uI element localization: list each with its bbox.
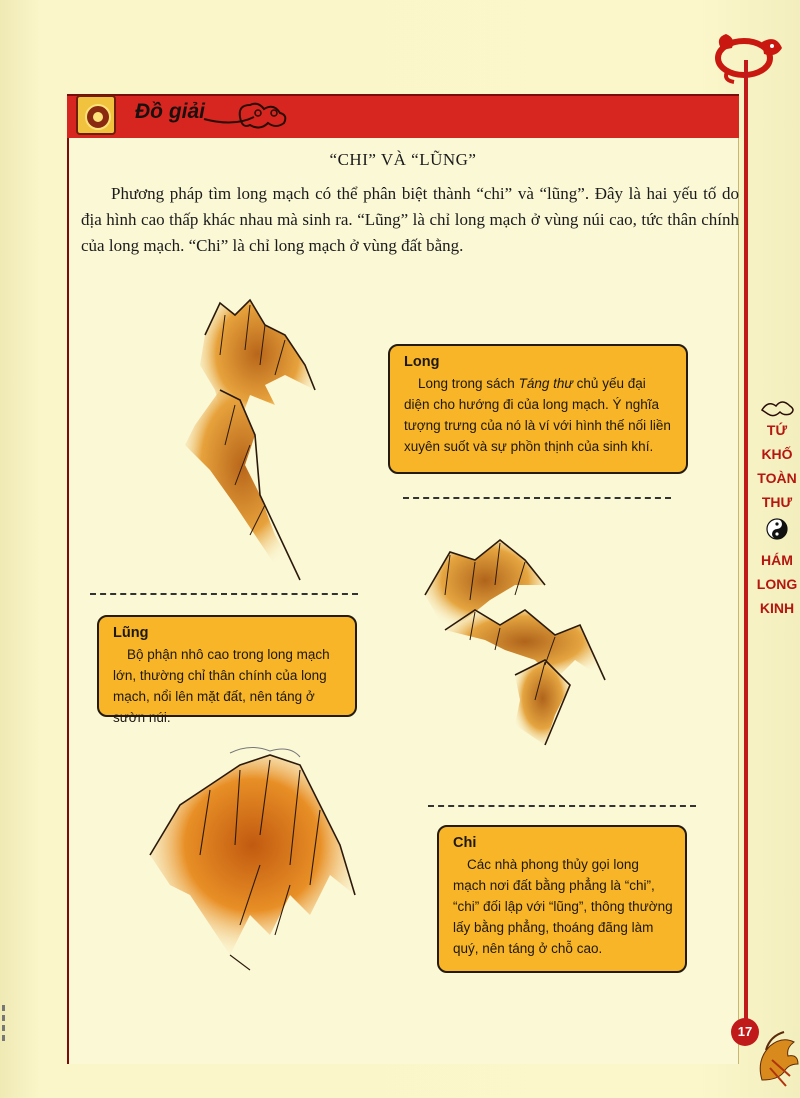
divider-dashed xyxy=(428,805,696,807)
note-long-body-end: chủ yếu đại diện cho hướng đi của long mạch. Ý nghĩa tượng trưng của nó là ví với hình thế nối liền xuyên suốt và sự phồn thịnh của sinh khí. xyxy=(404,376,671,454)
note-chi-title: Chi xyxy=(453,835,477,851)
sidebar-book-label xyxy=(754,548,800,620)
note-lung xyxy=(97,615,357,725)
sidebar-line: HÁM xyxy=(761,552,793,568)
note-long-body xyxy=(404,373,674,457)
sidebar-line: TỨ xyxy=(766,422,788,438)
phoenix-icon xyxy=(742,1010,798,1090)
note-long-book-title: Táng thư xyxy=(518,376,573,391)
sidebar-line: KHỐ xyxy=(761,446,793,462)
cloud-swirl-icon xyxy=(200,99,310,133)
page-number: 17 xyxy=(731,1018,759,1046)
divider-dashed xyxy=(90,593,358,595)
sidebar-series-label xyxy=(754,418,800,514)
right-border-rail xyxy=(744,60,748,1040)
note-long-body-start: Long trong sách xyxy=(418,376,519,391)
bagua-icon xyxy=(76,95,116,135)
mountain-illustration-high xyxy=(140,745,380,985)
note-long xyxy=(388,344,688,474)
sidebar-line: KINH xyxy=(759,600,795,616)
sidebar-line: THƯ xyxy=(761,494,793,510)
note-long-title: Long xyxy=(404,354,440,370)
intro-paragraph: Phương pháp tìm long mạch có thể phân biệt thành “chi” và “lũng”. Đây là hai yếu tố do địa hình cao thấp khác nhau mà sinh ra. “Lũng” là chỉ long mạch ở vùng núi cao, tức thân chính của long mạch. “Chi” là chỉ long mạch ở vùng đất bằng. xyxy=(81,184,739,255)
dragon-icon xyxy=(708,30,788,85)
divider-dashed xyxy=(403,497,671,499)
mountain-illustration-lung xyxy=(165,295,340,590)
note-lung-title: Lũng xyxy=(113,625,149,641)
sidebar-line: TOÀN xyxy=(757,470,797,486)
note-lung-body: Bộ phận nhô cao trong long mạch lớn, thường chỉ thân chính của long mạch, nổi lên mặt đất, nên táng ở sườn núi. xyxy=(113,647,330,725)
cloud-swirl-icon xyxy=(760,398,796,416)
yin-yang-icon xyxy=(766,518,788,540)
section-heading: “CHI” VÀ “LŨNG” xyxy=(329,150,477,169)
mountain-illustration-chi xyxy=(405,540,615,750)
note-chi xyxy=(437,825,687,973)
note-chi-body: Các nhà phong thủy gọi long mạch nơi đất bằng phẳng là “chi”, “chi” đối lập với “lũng”, thông thường lấy bằng phẳng, thoáng đãng làm quý, nên táng ở chỗ cao. xyxy=(453,857,673,956)
sidebar-line: LONG xyxy=(756,576,798,592)
binding-marks-icon xyxy=(0,1005,14,1045)
header-title: Đồ giải xyxy=(135,100,206,123)
